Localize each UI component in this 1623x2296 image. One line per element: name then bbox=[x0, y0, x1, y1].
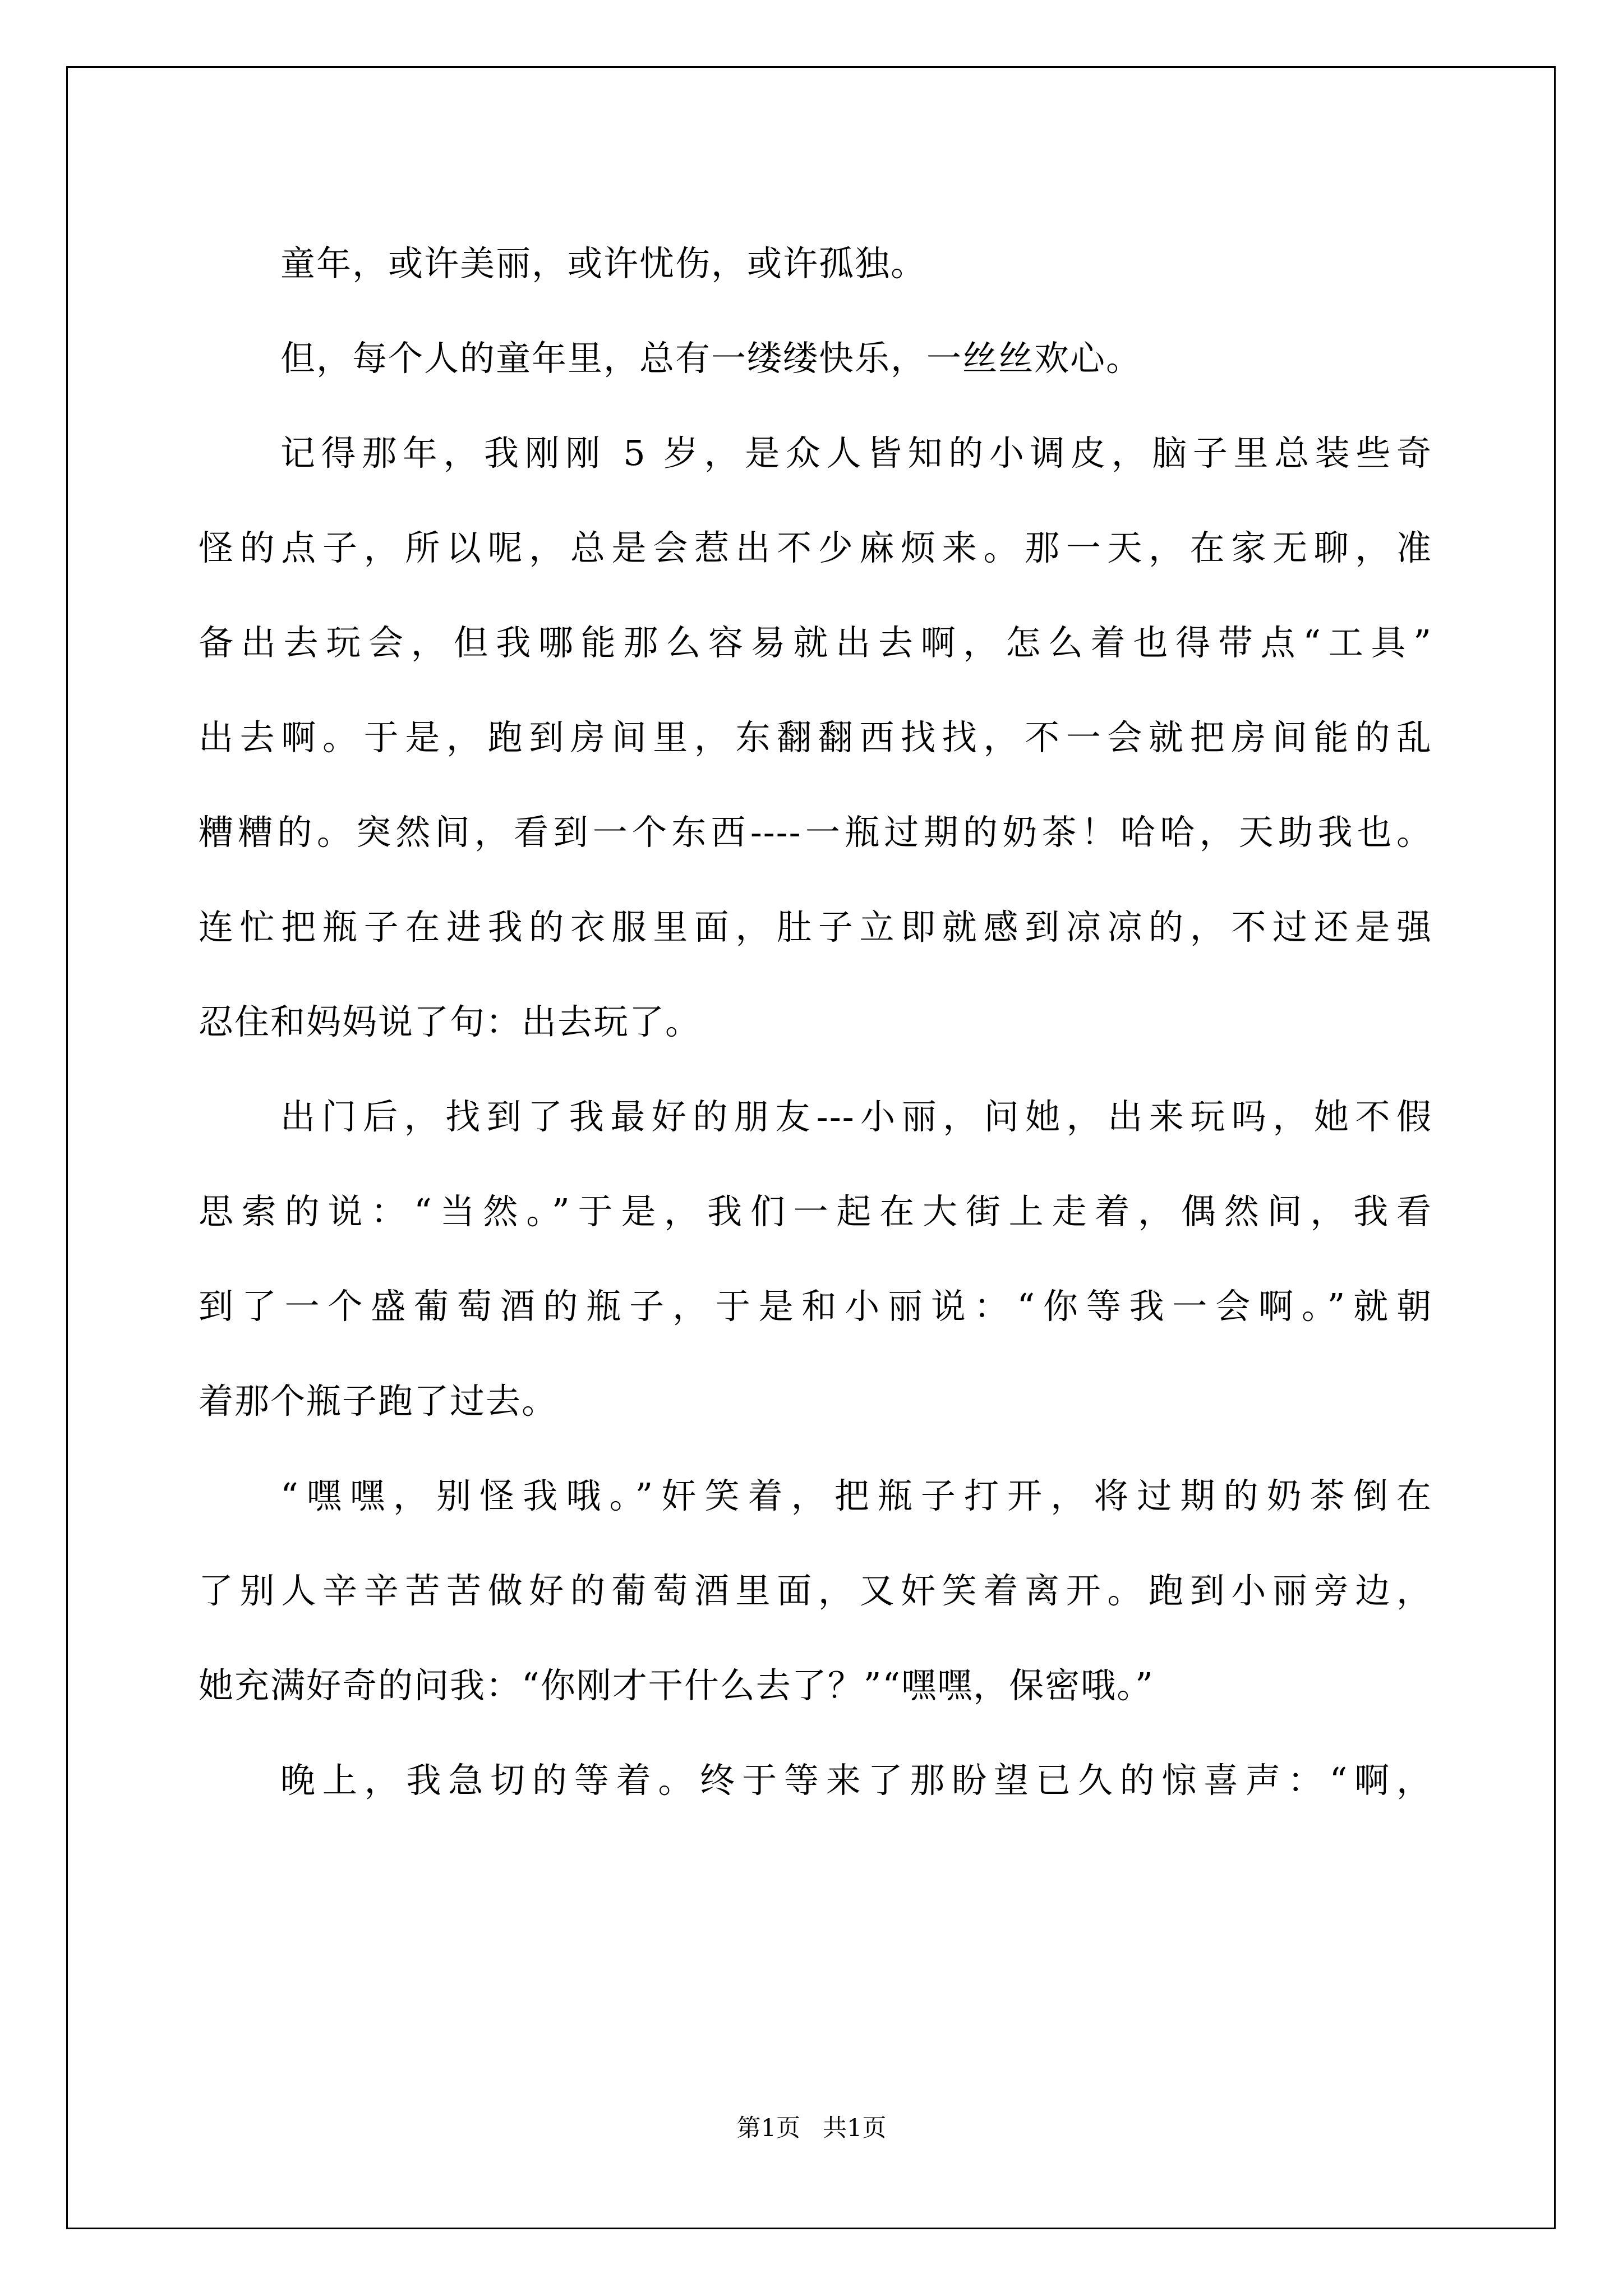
text-line: 着那个瓶子跑了过去。 bbox=[199, 1381, 558, 1421]
text-line: 思索的说：“当然。”于是，我们一起在大街上走着，偶然间，我看 bbox=[199, 1191, 1432, 1232]
document-body bbox=[199, 216, 1432, 1828]
page-footer bbox=[0, 2109, 1623, 2143]
text-line: 备出去玩会，但我哪能那么容易就出去啊，怎么着也得带点“工具” bbox=[199, 622, 1432, 663]
text-line: 到了一个盛葡萄酒的瓶子，于是和小丽说：“你等我一会啊。”就朝 bbox=[199, 1286, 1432, 1327]
text-line: 糟糟的。突然间，看到一个东西----一瓶过期的奶茶！哈哈，天助我也。 bbox=[199, 812, 1432, 853]
text-line: 怪的点子，所以呢，总是会惹出不少麻烦来。那一天，在家无聊，准 bbox=[199, 527, 1432, 568]
page-total: 共1页 bbox=[823, 2114, 887, 2142]
text-line: 连忙把瓶子在进我的衣服里面，肚子立即就感到凉凉的，不过还是强 bbox=[199, 907, 1432, 947]
text-line: 晚上，我急切的等着。终于等来了那盼望已久的惊喜声：“啊， bbox=[280, 1760, 1432, 1801]
text-line: 她充满好奇的问我：“你刚才干什么去了？”“嘿嘿，保密哦。” bbox=[199, 1665, 1154, 1706]
text-line: 记得那年，我刚刚 5 岁，是众人皆知的小调皮，脑子里总装些奇 bbox=[280, 432, 1432, 473]
text-line: 但，每个人的童年里，总有一缕缕快乐，一丝丝欢心。 bbox=[280, 338, 1142, 379]
text-line: 忍住和妈妈说了句：出去玩了。 bbox=[199, 1001, 702, 1042]
text-line: “嘿嘿，别怪我哦。”奸笑着，把瓶子打开，将过期的奶茶倒在 bbox=[280, 1475, 1432, 1516]
text-line: 童年，或许美丽，或许忧伤，或许孤独。 bbox=[280, 243, 927, 284]
text-line: 出门后，找到了我最好的朋友---小丽，问她，出来玩吗，她不假 bbox=[280, 1096, 1432, 1137]
text-line: 出去啊。于是，跑到房间里，东翻翻西找找，不一会就把房间能的乱 bbox=[199, 717, 1432, 758]
page-number: 第1页 bbox=[736, 2114, 800, 2142]
text-line: 了别人辛辛苦苦做好的葡萄酒里面，又奸笑着离开。跑到小丽旁边， bbox=[199, 1570, 1432, 1611]
